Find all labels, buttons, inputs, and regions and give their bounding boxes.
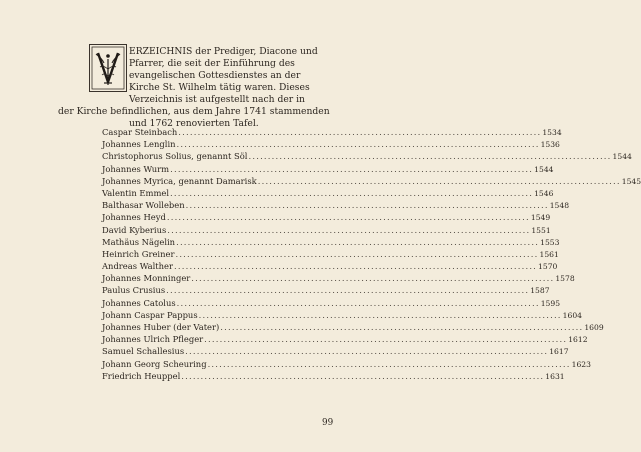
entry-year: 1545 (621, 176, 641, 186)
dot-leader: .............................................................................................. (166, 212, 530, 223)
pastor-list (102, 126, 641, 382)
list-item (102, 248, 559, 260)
intro-line: evangelischen Gottesdienstes an der (129, 70, 301, 81)
list-item (102, 260, 558, 272)
list-item (102, 345, 569, 357)
dot-leader: .............................................................................................. (185, 200, 549, 211)
dot-leader: .............................................................................................. (167, 224, 531, 235)
list-item (102, 236, 560, 248)
entry-name: Friedrich Heuppel (102, 370, 181, 381)
list-item (102, 163, 554, 175)
entry-name: Johann Caspar Pappus (102, 309, 198, 320)
dot-leader: .............................................................................................. (204, 334, 568, 345)
entry-name: Johannes Huber (der Vater) (102, 322, 220, 332)
introduction-paragraph (58, 46, 338, 130)
dot-leader: .............................................................................................. (178, 127, 542, 137)
entry-year: 1553 (540, 237, 560, 247)
entry-year: 1623 (571, 359, 591, 369)
entry-name: Paulus Crusius (102, 285, 166, 296)
list-item (102, 199, 570, 211)
dot-leader: .............................................................................................. (191, 273, 555, 284)
entry-year: 1570 (538, 262, 558, 272)
entry-name: Samuel Schallesius (102, 346, 185, 357)
entry-year: 1534 (542, 128, 562, 137)
entry-name: Johannes Heyd (102, 212, 166, 223)
entry-name: Johannes Lenglin (102, 139, 176, 150)
entry-name: Christophorus Solius, genannt Söl (102, 151, 248, 162)
list-item (102, 126, 562, 138)
intro-line: der Kirche befindlichen, aus dem Jahre 1741 stammenden (58, 106, 330, 117)
list-item (102, 358, 591, 370)
dot-leader: .............................................................................................. (181, 370, 545, 381)
entry-year: 1544 (534, 164, 554, 174)
entry-year: 1595 (540, 298, 561, 308)
list-item (102, 321, 604, 333)
list-item (102, 370, 565, 382)
intro-line: und 1762 renovierten Tafel. (129, 118, 259, 129)
page-number: 99 (322, 418, 334, 428)
entry-name: Mathäus Nägelin (102, 236, 176, 247)
entry-year: 1549 (530, 213, 551, 223)
dot-leader: .............................................................................................. (175, 248, 539, 259)
entry-year: 1561 (539, 249, 559, 259)
list-item (102, 284, 550, 296)
list-item (102, 224, 551, 236)
dot-leader: .............................................................................................. (207, 358, 571, 369)
entry-name: Heinrich Greiner (102, 248, 175, 259)
dot-leader: .............................................................................................. (166, 285, 530, 296)
entry-year: 1551 (531, 225, 551, 235)
entry-name: Valentin Emmel (102, 187, 170, 198)
entry-year: 1548 (549, 201, 570, 211)
list-item (102, 272, 575, 284)
entry-name: David Kyberius (102, 224, 167, 235)
entry-year: 1604 (562, 310, 582, 320)
list-item (102, 150, 632, 162)
dot-leader: .............................................................................................. (176, 236, 540, 247)
entry-name: Andreas Walther (102, 261, 173, 272)
dot-leader: .............................................................................................. (170, 163, 534, 174)
list-item (102, 333, 588, 345)
entry-year: 1612 (568, 335, 588, 345)
entry-name: Caspar Steinbach (102, 127, 178, 137)
entry-name: Johannes Monninger (102, 273, 191, 284)
list-item (102, 187, 554, 199)
intro-line: ERZEICHNIS der Prediger, Diacone und (129, 46, 318, 57)
intro-line: Pfarrer, die seit der Einführung des (129, 58, 295, 69)
entry-name: Johannes Wurm (102, 163, 170, 174)
entry-year: 1609 (584, 323, 604, 332)
entry-name: Johann Georg Scheuring (102, 358, 207, 369)
entry-year: 1587 (530, 286, 550, 296)
list-item (102, 138, 560, 150)
dot-leader: .............................................................................................. (248, 151, 612, 162)
dot-leader: .............................................................................................. (170, 187, 534, 198)
entry-year: 1617 (549, 347, 569, 357)
entry-name: Johannes Myrica, genannt Damarisk (102, 175, 257, 186)
dot-leader: .............................................................................................. (176, 139, 540, 150)
entry-year: 1544 (612, 152, 632, 162)
list-item (102, 175, 641, 187)
entry-year: 1631 (545, 371, 565, 381)
entry-year: 1546 (534, 188, 554, 198)
dot-leader: .............................................................................................. (257, 175, 621, 186)
entry-name: Johannes Ulrich Pfleger (102, 334, 204, 345)
dot-leader: .............................................................................................. (174, 261, 538, 272)
list-item (102, 297, 561, 309)
intro-line: Verzeichnis ist aufgestellt nach der in (129, 94, 305, 105)
list-item (102, 309, 582, 321)
list-item (102, 211, 551, 223)
entry-year: 1578 (555, 274, 575, 284)
entry-name: Balthasar Wolleben (102, 200, 185, 211)
dot-leader: .............................................................................................. (176, 297, 540, 308)
intro-line: Kirche St. Wilhelm tätig waren. Dieses (129, 82, 310, 93)
entry-name: Johannes Catolus (102, 297, 176, 308)
dot-leader: .............................................................................................. (220, 322, 584, 332)
dot-leader: .............................................................................................. (185, 346, 549, 357)
entry-year: 1536 (540, 140, 560, 150)
dot-leader: .............................................................................................. (198, 309, 562, 320)
